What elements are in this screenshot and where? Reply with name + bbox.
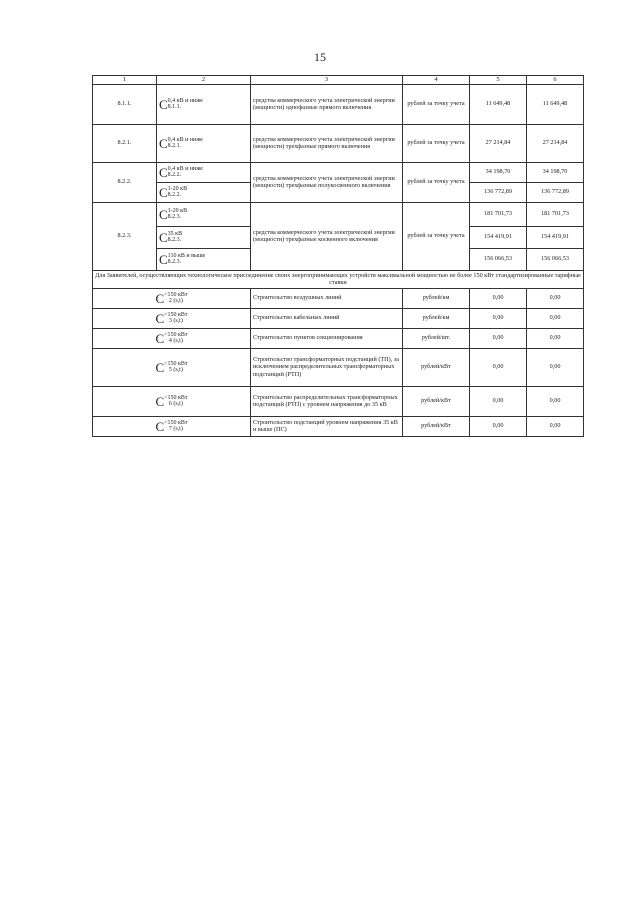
unit: рублей/кВт — [403, 416, 470, 436]
value-col6: 154 419,91 — [527, 226, 584, 248]
table-row — [93, 124, 584, 162]
description: средства коммерческого учета электрической энергии (мощности) однофазные прямого включения — [251, 84, 403, 124]
unit: рублей за точку учета — [403, 162, 470, 202]
table-row — [93, 288, 584, 308]
rate-symbol: C0,4 кВ и ниже 8.2.2. — [157, 162, 251, 182]
description: Строительство трансформаторных подстанций (ТП), за исключением распределительных трансформаторных подстанций (РТП) — [251, 348, 403, 386]
description: средства коммерческого учета электрической энергии (мощности) трехфазные косвенного включения — [251, 202, 403, 270]
col-5-header: 5 — [470, 76, 527, 85]
value-col6: 0,00 — [527, 328, 584, 348]
col-3-header: 3 — [251, 76, 403, 85]
value-col6: 27 214,84 — [527, 124, 584, 162]
col-2-header: 2 — [157, 76, 251, 85]
value-col5: 136 772,89 — [470, 182, 527, 202]
rate-symbol: C<150 кВт 6 (s,t) — [93, 386, 251, 416]
value-col6: 136 772,89 — [527, 182, 584, 202]
section-note: Для Заявителей, осуществляющих технологическое присоединение своих энергопринимающих устройств максимальной мощностью не более 150 кВт стандартизированные тарифные ставки — [93, 270, 584, 288]
column-number-row — [93, 76, 584, 85]
col-4-header: 4 — [403, 76, 470, 85]
tariff-table — [92, 75, 584, 437]
table-row — [93, 348, 584, 386]
value-col6: 181 701,73 — [527, 202, 584, 226]
value-col5: 0,00 — [470, 386, 527, 416]
table-row — [93, 386, 584, 416]
value-col5: 181 701,73 — [470, 202, 527, 226]
rate-symbol: C35 кВ 8.2.3. — [157, 226, 251, 248]
unit: рублей за точку учета — [403, 202, 470, 270]
value-col5: 27 214,84 — [470, 124, 527, 162]
value-col5: 0,00 — [470, 308, 527, 328]
unit: рублей/кВт — [403, 386, 470, 416]
page-number: 15 — [314, 50, 326, 64]
table-row — [93, 84, 584, 124]
table-row — [93, 308, 584, 328]
col-1-header: 1 — [93, 76, 157, 85]
rate-symbol: C110 кВ и выше 8.2.3. — [157, 248, 251, 270]
description: Строительство подстанций уровнем напряжения 35 кВ и выше (ПС) — [251, 416, 403, 436]
rate-symbol: C0,4 кВ и ниже 8.2.1. — [157, 124, 251, 162]
unit: рублей за точку учета — [403, 124, 470, 162]
value-col6: 0,00 — [527, 348, 584, 386]
unit: рублей/шт. — [403, 328, 470, 348]
value-col5: 34 198,70 — [470, 162, 527, 182]
rate-symbol: C1-20 кВ 8.2.2. — [157, 182, 251, 202]
rate-symbol: C0,4 кВ и ниже 8.1.1. — [157, 84, 251, 124]
row-number: 8.2.3. — [93, 202, 157, 270]
description: Строительство кабельных линий — [251, 308, 403, 328]
unit: рублей/км — [403, 288, 470, 308]
value-col6: 34 198,70 — [527, 162, 584, 182]
col-6-header: 6 — [527, 76, 584, 85]
unit: рублей за точку учета — [403, 84, 470, 124]
value-col6: 11 649,48 — [527, 84, 584, 124]
rate-symbol: C<150 кВт 7 (s,t) — [93, 416, 251, 436]
value-col6: 0,00 — [527, 416, 584, 436]
rate-symbol: C1-20 кВ 8.2.3. — [157, 202, 251, 226]
row-number: 8.2.2. — [93, 162, 157, 202]
value-col5: 154 419,91 — [470, 226, 527, 248]
value-col6: 156 066,53 — [527, 248, 584, 270]
description: Строительство распределительных трансформаторных подстанций (РТП) с уровнем напряжения до 35 кВ — [251, 386, 403, 416]
rate-symbol: C<150 кВт 5 (s,t) — [93, 348, 251, 386]
description: Строительство пунктов секционирования — [251, 328, 403, 348]
value-col5: 0,00 — [470, 288, 527, 308]
section-note-row — [93, 270, 584, 288]
value-col5: 0,00 — [470, 348, 527, 386]
value-col6: 0,00 — [527, 288, 584, 308]
table-row — [93, 162, 584, 182]
rate-symbol: C<150 кВт 2 (s,t) — [93, 288, 251, 308]
table-row — [93, 416, 584, 436]
row-number: 8.1.1. — [93, 84, 157, 124]
value-col6: 0,00 — [527, 386, 584, 416]
value-col5: 0,00 — [470, 328, 527, 348]
rate-symbol: C<150 кВт 4 (s,t) — [93, 328, 251, 348]
unit: рублей/км — [403, 308, 470, 328]
description: Строительство воздушных линий — [251, 288, 403, 308]
unit: рублей/кВт — [403, 348, 470, 386]
row-number: 8.2.1. — [93, 124, 157, 162]
description: средства коммерческого учета электрической энергии (мощности) трехфазные прямого включения — [251, 124, 403, 162]
value-col5: 156 066,53 — [470, 248, 527, 270]
value-col5: 0,00 — [470, 416, 527, 436]
value-col6: 0,00 — [527, 308, 584, 328]
description: средства коммерческого учета электрической энергии (мощности) трехфазные полукосвенного включения — [251, 162, 403, 202]
table-row — [93, 202, 584, 226]
value-col5: 11 649,48 — [470, 84, 527, 124]
table-row — [93, 328, 584, 348]
rate-symbol: C<150 кВт 3 (s,t) — [93, 308, 251, 328]
